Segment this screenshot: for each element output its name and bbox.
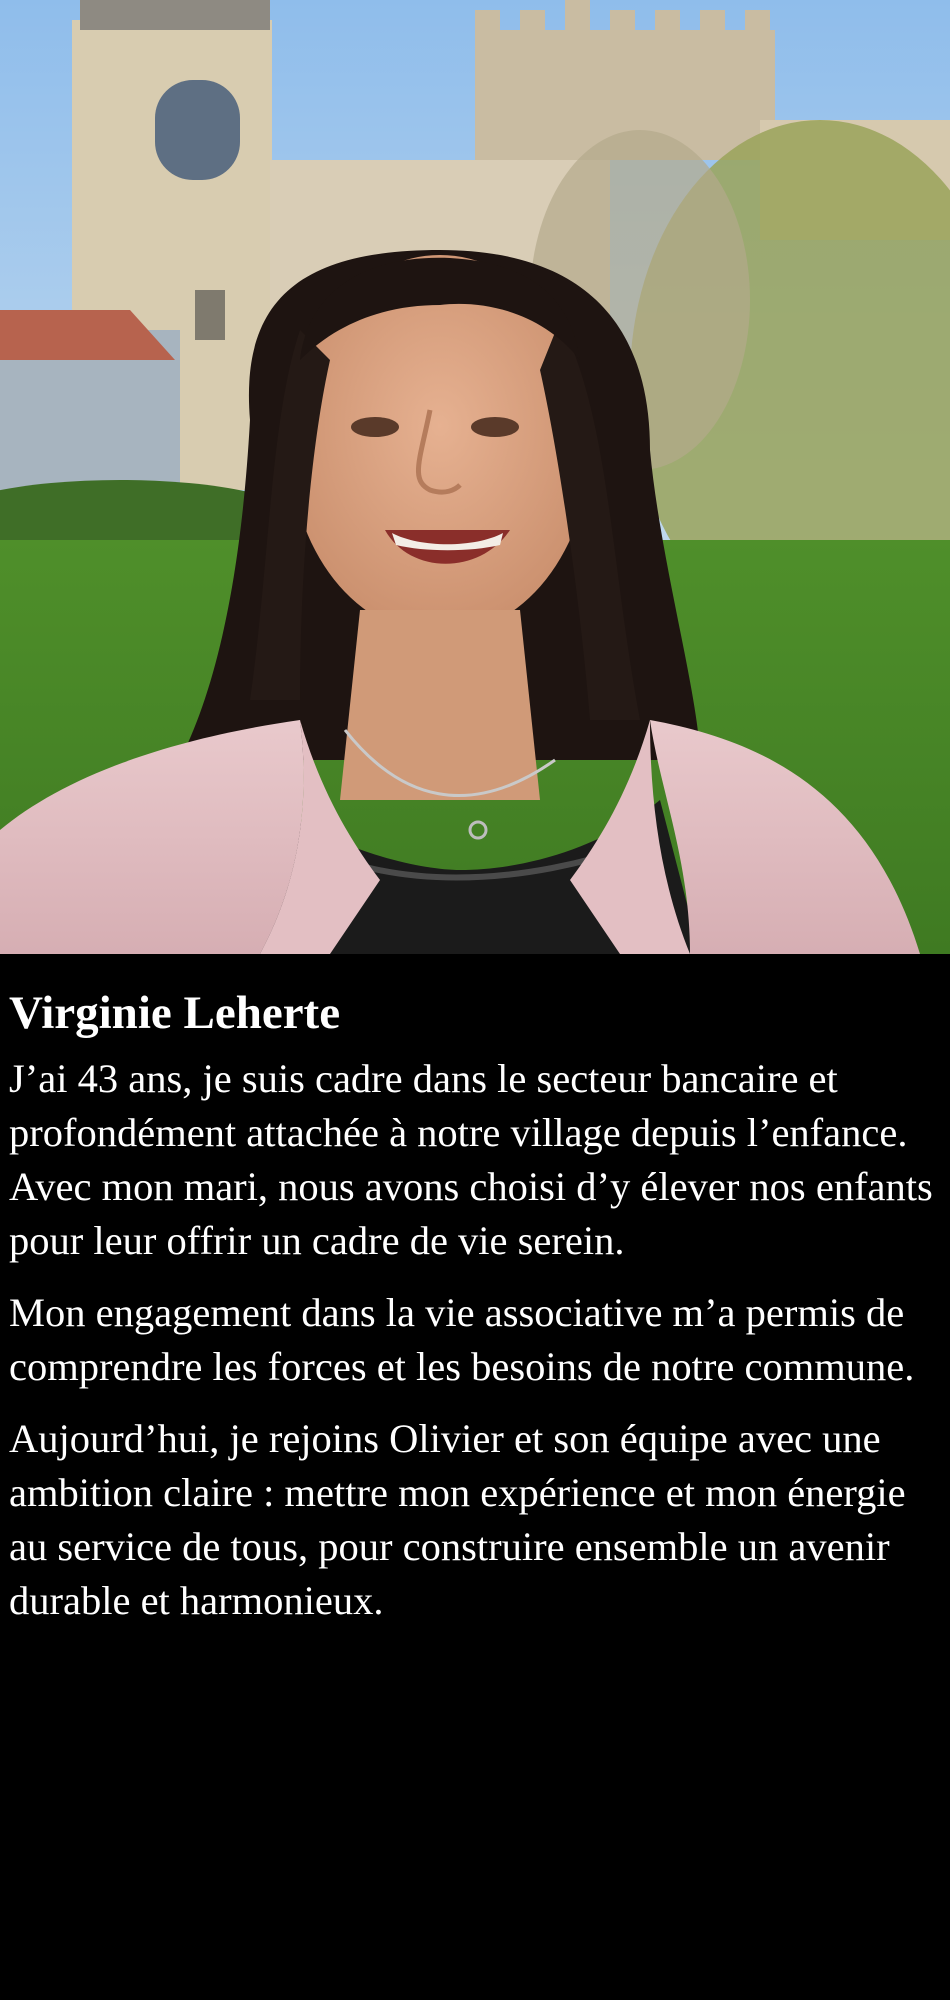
bio-paragraph-1: J’ai 43 ans, je suis cadre dans le secteur bancaire et profondément attachée à notre village depuis l’enfance. Avec mon mari, nous avons choisi d’y élever nos enfants pour leur offrir un cadre de vie serein.	[9, 1056, 933, 1263]
bio-paragraph-2: Mon engagement dans la vie associative m’a permis de comprendre les forces et les besoins de notre commune.	[9, 1290, 915, 1389]
portrait-photo	[0, 0, 950, 954]
profile-bio	[9, 978, 939, 1646]
bio-paragraph-3: Aujourd’hui, je rejoins Olivier et son équipe avec une ambition claire : mettre mon expérience et mon énergie au service de tous, pour construire ensemble un avenir durable et harmonieux.	[9, 1416, 906, 1623]
person-name: Virginie Leherte	[9, 987, 341, 1039]
